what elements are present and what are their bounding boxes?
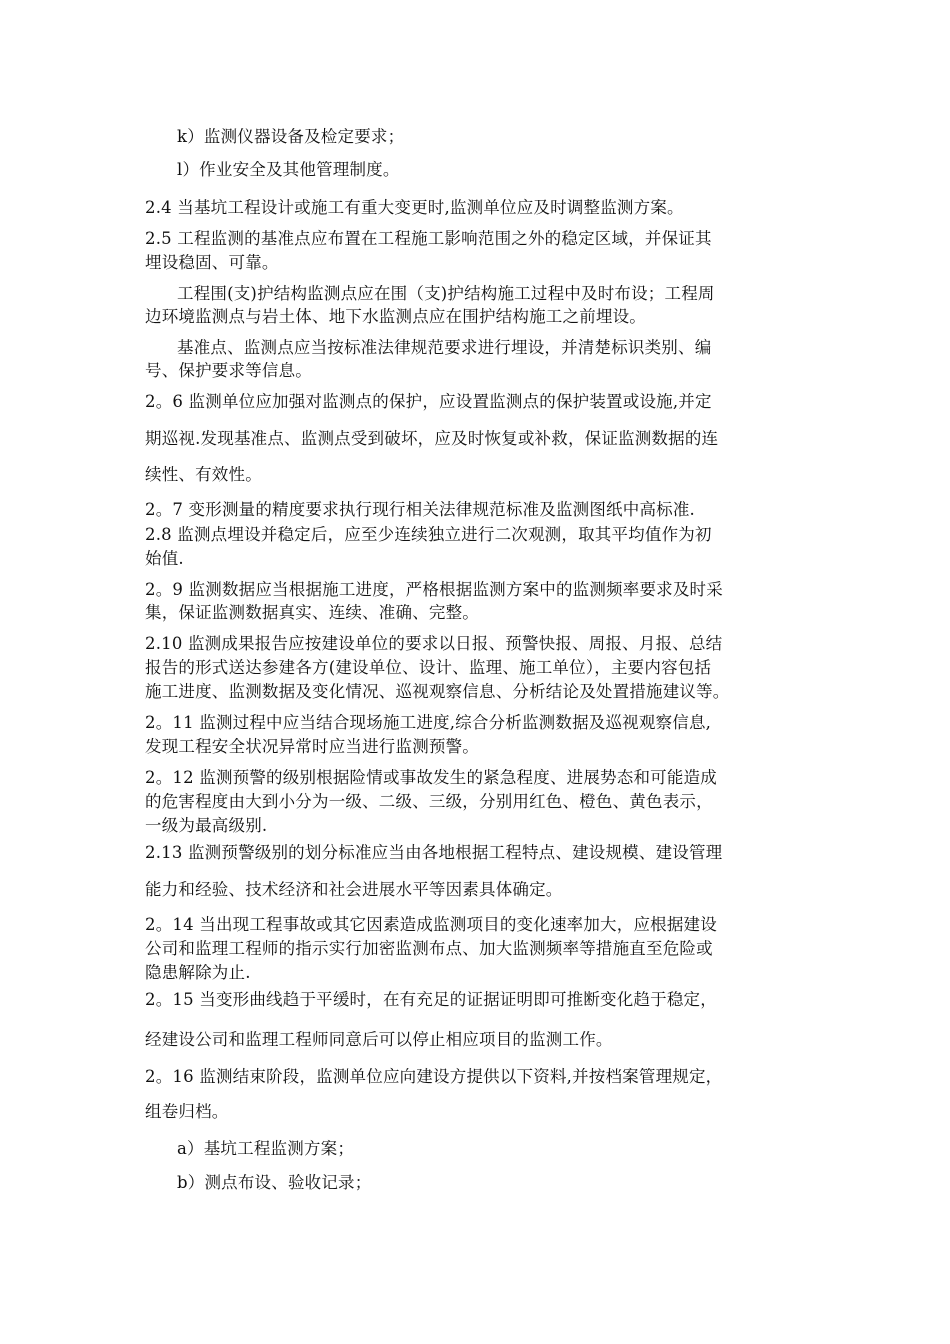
clause-2-7: 2。7 变形测量的精度要求执行现行相关法律规范标准及监测图纸中高标准. [145,500,695,519]
paragraph-benchmark-line2: 号、保护要求等信息。 [145,361,312,380]
clause-2-5-line2: 埋设稳固、可靠。 [145,253,279,272]
clause-2-16-line1: 2。16 监测结束阶段，监测单位应向建设方提供以下资料,并按档案管理规定， [145,1067,723,1086]
clause-2-10-line1: 2.10 监测成果报告应按建设单位的要求以日报、预警快报、周报、月报、总结 [145,634,723,653]
clause-2-5-line1: 2.5 工程监测的基准点应布置在工程施工影响范围之外的稳定区域，并保证其 [145,229,712,248]
clause-2-6-line1: 2。6 监测单位应加强对监测点的保护，应设置监测点的保护装置或设施,并定 [145,392,712,411]
clause-2-13-line1: 2.13 监测预警级别的划分标准应当由各地根据工程特点、建设规模、建设管理 [145,843,723,862]
clause-2-4: 2.4 当基坑工程设计或施工有重大变更时,监测单位应及时调整监测方案。 [145,198,684,217]
list-item-a: a）基坑工程监测方案； [177,1139,355,1158]
clause-2-10-line2: 报告的形式送达参建各方(建设单位、设计、监理、施工单位），主要内容包括 [145,658,712,677]
list-item-b: b）测点布设、验收记录； [177,1173,372,1192]
clause-2-10-line3: 施工进度、监测数据及变化情况、巡视观察信息、分析结论及处置措施建议等。 [145,682,730,701]
clause-2-8-line2: 始值. [145,549,184,568]
paragraph-enclosure-line1: 工程围(支)护结构监测点应在围（支)护结构施工过程中及时布设；工程周 [177,284,715,303]
clause-2-14-line2: 公司和监理工程师的指示实行加密监测布点、加大监测频率等措施直至危险或 [145,939,713,958]
list-item-k: k）监测仪器设备及检定要求； [177,127,405,146]
clause-2-12-line3: 一级为最高级别. [145,816,268,835]
clause-2-12-line2: 的危害程度由大到小分为一级、二级、三级，分别用红色、橙色、黄色表示， [145,792,713,811]
paragraph-benchmark-line1: 基准点、监测点应当按标准法律规范要求进行埋设，并清楚标识类别、编 [177,338,712,357]
paragraph-enclosure-line2: 边环境监测点与岩土体、地下水监测点应在围护结构施工之前埋设。 [145,307,646,326]
clause-2-11-line1: 2。11 监测过程中应当结合现场施工进度,综合分析监测数据及巡视观察信息, [145,713,712,732]
clause-2-16-line2: 组卷归档。 [145,1102,229,1121]
clause-2-12-line1: 2。12 监测预警的级别根据险情或事故发生的紧急程度、进展势态和可能造成 [145,768,717,787]
clause-2-13-line2: 能力和经验、技术经济和社会进展水平等因素具体确定。 [145,880,563,899]
clause-2-11-line2: 发现工程安全状况异常时应当进行监测预警。 [145,737,479,756]
clause-2-9-line1: 2。9 监测数据应当根据施工进度，严格根据监测方案中的监测频率要求及时采 [145,580,723,599]
clause-2-6-line3: 续性、有效性。 [145,465,262,484]
clause-2-9-line2: 集，保证监测数据真实、连续、准确、完整。 [145,603,479,622]
clause-2-15-line1: 2。15 当变形曲线趋于平缓时，在有充足的证据证明即可推断变化趋于稳定， [145,990,717,1009]
list-item-l: l）作业安全及其他管理制度。 [177,160,400,179]
clause-2-14-line1: 2。14 当出现工程事故或其它因素造成监测项目的变化速率加大，应根据建设 [145,915,717,934]
clause-2-15-line2: 经建设公司和监理工程师同意后可以停止相应项目的监测工作。 [145,1030,613,1049]
clause-2-6-line2: 期巡视.发现基准点、监测点受到破坏，应及时恢复或补救，保证监测数据的连 [145,429,719,448]
clause-2-14-line3: 隐患解除为止. [145,963,251,982]
clause-2-8-line1: 2.8 监测点埋设并稳定后，应至少连续独立进行二次观测，取其平均值作为初 [145,525,712,544]
